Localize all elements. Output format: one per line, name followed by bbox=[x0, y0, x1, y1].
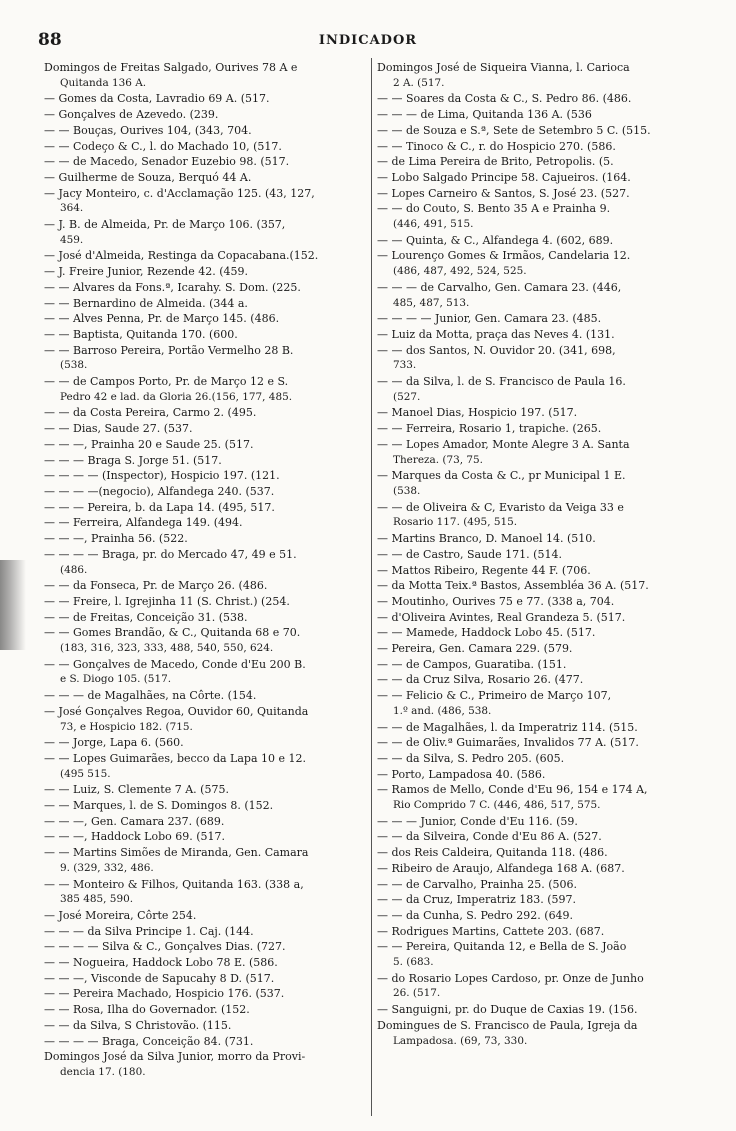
directory-entry bbox=[377, 311, 695, 327]
entry-line: Thereza. (73, 75. bbox=[393, 453, 483, 466]
entry-line: — — — de Carvalho, Gen. Camara 23. (446, bbox=[377, 280, 622, 294]
entry-line: — — — — (Inspector), Hospicio 197. (121. bbox=[44, 469, 280, 483]
binding-shadow bbox=[0, 560, 26, 650]
entry-line: — — de Oliveira & C, Evaristo da Veiga 33 e bbox=[377, 500, 624, 514]
directory-entry bbox=[44, 343, 364, 374]
directory-entry bbox=[377, 594, 695, 610]
entry-line: — — de Macedo, Senador Euzebio 98. (517. bbox=[44, 155, 290, 169]
entry-line: — da Motta Teix.ª Bastos, Assembléa 36 A. (517. bbox=[377, 579, 649, 593]
entry-line: — — Martins Simões de Miranda, Gen. Camara bbox=[44, 846, 309, 860]
directory-entry bbox=[44, 735, 364, 751]
directory-entry bbox=[377, 1002, 695, 1018]
entry-line: — — Felicio & C., Primeiro de Março 107, bbox=[377, 689, 612, 703]
left-column bbox=[44, 60, 364, 1081]
entry-line: — — Codeço & C., l. do Machado 10, (517. bbox=[44, 139, 282, 153]
directory-entry bbox=[377, 186, 695, 202]
directory-entry bbox=[44, 814, 364, 830]
entry-line: — — — Pereira, b. da Lapa 14. (495, 517. bbox=[44, 500, 275, 514]
entry-line: — Jacy Monteiro, c. d'Acclamação 125. (43, 127, bbox=[44, 186, 315, 200]
entry-line: — Guilherme de Souza, Berquó 44 A. bbox=[44, 170, 252, 184]
entry-line: — Rodrigues Martins, Cattete 203. (687. bbox=[377, 924, 605, 938]
directory-entry bbox=[44, 311, 364, 327]
directory-entry bbox=[44, 1034, 364, 1050]
page-number: 88 bbox=[38, 30, 62, 50]
entry-line: — do Rosario Lopes Cardoso, pr. Onze de Junho bbox=[377, 971, 644, 985]
directory-entry bbox=[44, 60, 364, 91]
directory-entry bbox=[377, 248, 695, 279]
entry-line: (527. bbox=[393, 390, 421, 403]
directory-entry bbox=[44, 374, 364, 405]
entry-line: e S. Diogo 105. (517. bbox=[60, 673, 172, 686]
entry-line: — — Bouças, Ourives 104, (343, 704. bbox=[44, 123, 252, 137]
directory-entry bbox=[377, 720, 695, 736]
entry-line: — — Alvares da Fons.ª, Icarahy. S. Dom. (225. bbox=[44, 280, 301, 294]
entry-line: 2 A. (517. bbox=[393, 76, 445, 89]
directory-entry bbox=[377, 531, 695, 547]
entry-line: — — Tinoco & C., r. do Hospicio 270. (586. bbox=[377, 139, 616, 153]
entry-line: — dos Reis Caldeira, Quitanda 118. (486. bbox=[377, 846, 608, 860]
entry-line: — — Soares da Costa & C., S. Pedro 86. (486. bbox=[377, 92, 632, 106]
directory-entry bbox=[44, 877, 364, 908]
entry-line: — — — de Lima, Quitanda 136 A. (536 bbox=[377, 108, 592, 122]
entry-line: — — Luiz, S. Clemente 7 A. (575. bbox=[44, 783, 229, 797]
entry-line: — — Barroso Pereira, Portão Vermelho 28 B. bbox=[44, 343, 294, 357]
entry-line: — — —, Prainha 56. (522. bbox=[44, 532, 188, 546]
entry-line: — — Ferreira, Rosario 1, trapiche. (265. bbox=[377, 422, 602, 436]
directory-entry bbox=[44, 1049, 364, 1080]
entry-line: — — Lopes Amador, Monte Alegre 3 A. Santa bbox=[377, 437, 630, 451]
entry-line: — — Monteiro & Filhos, Quitanda 163. (338 a, bbox=[44, 877, 304, 891]
directory-entry bbox=[44, 657, 364, 688]
page-title: INDICADOR bbox=[318, 33, 418, 48]
entry-line: — — de Castro, Saude 171. (514. bbox=[377, 547, 562, 561]
directory-entry bbox=[377, 735, 695, 751]
entry-line: — Ramos de Mello, Conde d'Eu 96, 154 e 174 A, bbox=[377, 783, 648, 797]
directory-entry bbox=[44, 578, 364, 594]
directory-entry bbox=[44, 484, 364, 500]
directory-entry bbox=[377, 154, 695, 170]
directory-entry bbox=[44, 955, 364, 971]
directory-entry bbox=[44, 971, 364, 987]
directory-entry bbox=[44, 405, 364, 421]
entry-line: — — — — Braga, pr. do Mercado 47, 49 e 51. bbox=[44, 547, 297, 561]
directory-entry bbox=[44, 845, 364, 876]
entry-line: — d'Oliveira Avintes, Real Grandeza 5. (517. bbox=[377, 610, 626, 624]
entry-line: Rio Comprido 7 C. (446, 486, 517, 575. bbox=[393, 799, 601, 812]
entry-line: — — Gomes Brandão, & C., Quitanda 68 e 70. bbox=[44, 626, 301, 640]
entry-line: — — de Campos, Guaratiba. (151. bbox=[377, 657, 567, 671]
entry-line: — Martins Branco, D. Manoel 14. (510. bbox=[377, 532, 596, 546]
entry-line: (446, 491, 515. bbox=[393, 218, 474, 231]
directory-entry bbox=[377, 814, 695, 830]
entry-line: 485, 487, 513. bbox=[393, 296, 470, 309]
directory-entry bbox=[377, 767, 695, 783]
entry-line: — Marques da Costa & C., pr Municipal 1 E. bbox=[377, 469, 626, 483]
directory-entry bbox=[44, 688, 364, 704]
entry-line: 385 485, 590. bbox=[60, 893, 134, 906]
entry-line: — José Gonçalves Regoa, Ouvidor 60, Quitanda bbox=[44, 704, 309, 718]
entry-line: Quitanda 136 A. bbox=[60, 76, 147, 89]
entry-line: — — de Souza e S.ª, Sete de Setembro 5 C. (515. bbox=[377, 123, 651, 137]
directory-entry bbox=[44, 939, 364, 955]
entry-line: — — de Oliv.ª Guimarães, Invalidos 77 A. (517. bbox=[377, 736, 639, 750]
entry-line: — Pereira, Gen. Camara 229. (579. bbox=[377, 642, 573, 656]
directory-entry bbox=[377, 829, 695, 845]
entry-line: — — Nogueira, Haddock Lobo 78 E. (586. bbox=[44, 956, 278, 970]
entry-line: Domingues de S. Francisco de Paula, Igreja da bbox=[377, 1018, 638, 1032]
entry-line: Domingos de Freitas Salgado, Ourives 78 A e bbox=[44, 61, 298, 74]
entry-line: — — Pereira, Quitanda 12, e Bella de S. João bbox=[377, 940, 627, 954]
directory-entry bbox=[44, 924, 364, 940]
entry-line: — — —, Prainha 20 e Saude 25. (517. bbox=[44, 437, 254, 451]
entry-line: — — da Silveira, Conde d'Eu 86 A. (527. bbox=[377, 830, 602, 844]
directory-entry bbox=[44, 248, 364, 264]
directory-entry bbox=[377, 782, 695, 813]
entry-line: — — — — Junior, Gen. Camara 23. (485. bbox=[377, 312, 602, 326]
directory-entry bbox=[377, 327, 695, 343]
entry-line: — — Bernardino de Almeida. (344 a. bbox=[44, 296, 248, 310]
directory-entry bbox=[44, 123, 364, 139]
entry-line: — — Pereira Machado, Hospicio 176. (537. bbox=[44, 987, 285, 1001]
entry-line: — — — Junior, Conde d'Eu 116. (59. bbox=[377, 814, 578, 828]
directory-entry bbox=[44, 594, 364, 610]
entry-line: — — da Silva, S. Pedro 205. (605. bbox=[377, 751, 565, 765]
directory-entry bbox=[44, 1018, 364, 1034]
entry-line: — J. B. de Almeida, Pr. de Março 106. (357, bbox=[44, 218, 286, 232]
directory-entry bbox=[44, 547, 364, 578]
directory-entry bbox=[377, 437, 695, 468]
entry-line: — — da Silva, l. de S. Francisco de Paula 16. bbox=[377, 375, 626, 389]
entry-line: (495 515. bbox=[60, 767, 111, 780]
directory-entry bbox=[377, 1018, 695, 1049]
entry-line: — — da Cunha, S. Pedro 292. (649. bbox=[377, 908, 574, 922]
directory-entry bbox=[377, 924, 695, 940]
entry-line: — — de Freitas, Conceição 31. (538. bbox=[44, 610, 248, 624]
entry-line: — — Freire, l. Igrejinha 11 (S. Christ.) (254. bbox=[44, 594, 290, 608]
directory-entry bbox=[377, 688, 695, 719]
directory-entry bbox=[377, 280, 695, 311]
directory-entry bbox=[44, 531, 364, 547]
directory-entry bbox=[44, 139, 364, 155]
directory-entry bbox=[377, 625, 695, 641]
entry-line: (538. bbox=[60, 359, 88, 372]
entry-line: — Porto, Lampadosa 40. (586. bbox=[377, 767, 546, 781]
entry-line: — — Gonçalves de Macedo, Conde d'Eu 200 B. bbox=[44, 657, 306, 671]
directory-entry bbox=[377, 610, 695, 626]
entry-line: — — —, Visconde de Sapucahy 8 D. (517. bbox=[44, 971, 275, 985]
directory-entry bbox=[377, 468, 695, 499]
entry-line: — — Jorge, Lapa 6. (560. bbox=[44, 736, 184, 750]
directory-entry bbox=[44, 91, 364, 107]
entry-line: 459. bbox=[60, 233, 84, 246]
entry-line: — — — Braga S. Jorge 51. (517. bbox=[44, 453, 222, 467]
entry-line: dencia 17. (180. bbox=[60, 1066, 146, 1078]
directory-entry bbox=[44, 217, 364, 248]
entry-line: — — —, Haddock Lobo 69. (517. bbox=[44, 830, 226, 844]
directory-entry bbox=[377, 123, 695, 139]
directory-entry bbox=[377, 547, 695, 563]
entry-line: — — da Cruz, Imperatriz 183. (597. bbox=[377, 893, 577, 907]
directory-entry bbox=[44, 264, 364, 280]
entry-line: Domingos José da Silva Junior, morro da Provi- bbox=[44, 1050, 306, 1064]
directory-entry bbox=[377, 233, 695, 249]
directory-entry bbox=[44, 186, 364, 217]
entry-line: — — da Cruz Silva, Rosario 26. (477. bbox=[377, 673, 584, 687]
directory-entry bbox=[44, 751, 364, 782]
directory-entry bbox=[44, 515, 364, 531]
entry-line: Rosario 117. (495, 515. bbox=[393, 516, 518, 529]
entry-line: — — Ferreira, Alfandega 149. (494. bbox=[44, 516, 243, 530]
entry-line: — — do Couto, S. Bento 35 A e Prainha 9. bbox=[377, 202, 611, 216]
directory-entry bbox=[44, 296, 364, 312]
directory-entry bbox=[44, 500, 364, 516]
directory-entry bbox=[44, 625, 364, 656]
entry-line: — — dos Santos, N. Ouvidor 20. (341, 698, bbox=[377, 343, 616, 357]
entry-line: Pedro 42 e lad. da Gloria 26.(156, 177, 485. bbox=[60, 390, 293, 403]
directory-entry bbox=[377, 861, 695, 877]
directory-entry bbox=[44, 280, 364, 296]
directory-entry bbox=[377, 91, 695, 107]
directory-entry bbox=[377, 405, 695, 421]
directory-entry bbox=[44, 154, 364, 170]
directory-entry bbox=[377, 500, 695, 531]
entry-line: 9. (329, 332, 486. bbox=[60, 861, 154, 874]
entry-line: — Ribeiro de Araujo, Alfandega 168 A. (687. bbox=[377, 861, 625, 875]
directory-entry bbox=[44, 610, 364, 626]
entry-line: — Moutinho, Ourives 75 e 77. (338 a, 704. bbox=[377, 594, 615, 608]
entry-line: — — — —(negocio), Alfandega 240. (537. bbox=[44, 484, 275, 498]
entry-line: (486, 487, 492, 524, 525. bbox=[393, 265, 527, 278]
directory-entry bbox=[44, 468, 364, 484]
directory-entry bbox=[44, 437, 364, 453]
entry-line: — — Baptista, Quitanda 170. (600. bbox=[44, 327, 238, 341]
directory-entry bbox=[44, 704, 364, 735]
entry-line: — — — — Braga, Conceição 84. (731. bbox=[44, 1034, 254, 1048]
directory-entry bbox=[377, 578, 695, 594]
directory-entry bbox=[377, 908, 695, 924]
entry-line: 26. (517. bbox=[393, 987, 441, 1000]
entry-line: — Gomes da Costa, Lavradio 69 A. (517. bbox=[44, 92, 270, 106]
directory-entry bbox=[44, 782, 364, 798]
entry-line: — Manoel Dias, Hospicio 197. (517. bbox=[377, 406, 578, 420]
directory-entry bbox=[44, 986, 364, 1002]
entry-line: — — da Fonseca, Pr. de Março 26. (486. bbox=[44, 579, 268, 593]
entry-line: — Lourenço Gomes & Irmãos, Candelaria 12. bbox=[377, 249, 631, 263]
directory-entry bbox=[377, 170, 695, 186]
directory-entry bbox=[377, 201, 695, 232]
entry-line: (183, 316, 323, 333, 488, 540, 550, 624. bbox=[60, 642, 274, 655]
directory-entry bbox=[377, 751, 695, 767]
directory-entry bbox=[377, 139, 695, 155]
entry-line: — — de Campos Porto, Pr. de Março 12 e S. bbox=[44, 375, 289, 389]
entry-line: (486. bbox=[60, 563, 88, 576]
directory-entry bbox=[44, 421, 364, 437]
directory-entry bbox=[377, 421, 695, 437]
directory-entry bbox=[377, 343, 695, 374]
entry-line: (538. bbox=[393, 484, 421, 497]
directory-entry bbox=[377, 939, 695, 970]
directory-entry bbox=[44, 908, 364, 924]
directory-entry bbox=[377, 657, 695, 673]
right-column bbox=[377, 60, 695, 1049]
directory-entry bbox=[377, 563, 695, 579]
directory-entry bbox=[44, 829, 364, 845]
directory-entry bbox=[377, 641, 695, 657]
directory-entry bbox=[377, 107, 695, 123]
entry-line: — de Lima Pereira de Brito, Petropolis. (5. bbox=[377, 155, 614, 169]
entry-line: — Sanguigni, pr. do Duque de Caxias 19. (156. bbox=[377, 1003, 638, 1017]
directory-entry bbox=[377, 877, 695, 893]
entry-line: — — da Costa Pereira, Carmo 2. (495. bbox=[44, 406, 257, 420]
entry-line: — Luiz da Motta, praça das Neves 4. (131. bbox=[377, 327, 615, 341]
entry-line: — — de Magalhães, l. da Imperatriz 114. (515. bbox=[377, 720, 638, 734]
entry-line: — — Quinta, & C., Alfandega 4. (602, 689. bbox=[377, 233, 614, 247]
entry-line: — — — da Silva Principe 1. Caj. (144. bbox=[44, 924, 254, 938]
directory-entry bbox=[377, 374, 695, 405]
entry-line: — — Alves Penna, Pr. de Março 145. (486. bbox=[44, 312, 280, 326]
entry-line: — — de Carvalho, Prainha 25. (506. bbox=[377, 877, 577, 891]
directory-entry bbox=[377, 892, 695, 908]
entry-line: — — Lopes Guimarães, becco da Lapa 10 e 12. bbox=[44, 751, 306, 765]
entry-line: — — Dias, Saude 27. (537. bbox=[44, 422, 193, 436]
directory-entry bbox=[44, 1002, 364, 1018]
entry-line: — José d'Almeida, Restinga da Copacabana.(152. bbox=[44, 249, 319, 263]
entry-line: 1.º and. (486, 538. bbox=[393, 704, 492, 717]
entry-line: 733. bbox=[393, 359, 417, 372]
entry-line: 5. (683. bbox=[393, 956, 434, 969]
entry-line: 364. bbox=[60, 202, 84, 215]
entry-line: — — da Silva, S Christovão. (115. bbox=[44, 1018, 232, 1032]
entry-line: — — Rosa, Ilha do Governador. (152. bbox=[44, 1003, 250, 1017]
directory-entry bbox=[44, 170, 364, 186]
entry-line: — Gonçalves de Azevedo. (239. bbox=[44, 108, 219, 122]
directory-entry bbox=[377, 60, 695, 91]
entry-line: Lampadosa. (69, 73, 330. bbox=[393, 1034, 528, 1047]
entry-line: — — — — Silva & C., Gonçalves Dias. (727. bbox=[44, 940, 286, 954]
entry-line: — Lobo Salgado Principe 58. Cajueiros. (164. bbox=[377, 170, 631, 184]
directory-entry bbox=[377, 672, 695, 688]
entry-line: — — Mamede, Haddock Lobo 45. (517. bbox=[377, 626, 596, 640]
directory-entry bbox=[44, 453, 364, 469]
entry-line: — — — de Magalhães, na Côrte. (154. bbox=[44, 689, 257, 703]
column-divider bbox=[371, 58, 372, 1116]
entry-line: — Lopes Carneiro & Santos, S. José 23. (527. bbox=[377, 186, 630, 200]
entry-line: — — —, Gen. Camara 237. (689. bbox=[44, 814, 225, 828]
entry-line: — Mattos Ribeiro, Regente 44 F. (706. bbox=[377, 563, 591, 577]
directory-entry bbox=[44, 327, 364, 343]
entry-line: Domingos José de Siqueira Vianna, l. Carioca bbox=[377, 61, 630, 74]
directory-entry bbox=[44, 107, 364, 123]
directory-entry bbox=[44, 798, 364, 814]
entry-line: — J. Freire Junior, Rezende 42. (459. bbox=[44, 265, 248, 279]
entry-line: — José Moreira, Côrte 254. bbox=[44, 908, 197, 922]
entry-line: — — Marques, l. de S. Domingos 8. (152. bbox=[44, 799, 274, 813]
directory-entry bbox=[377, 971, 695, 1002]
directory-entry bbox=[377, 845, 695, 861]
entry-line: 73, e Hospicio 182. (715. bbox=[60, 720, 193, 733]
